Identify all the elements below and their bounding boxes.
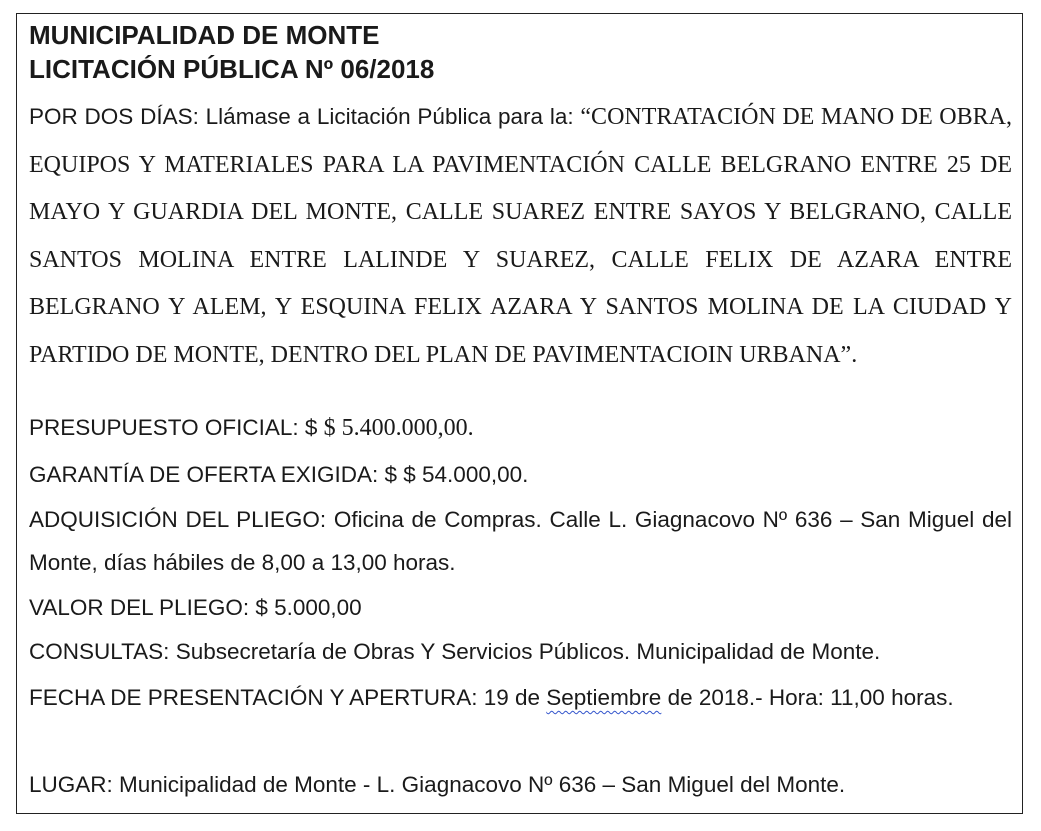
inquiries: CONSULTAS: Subsecretaría de Obras Y Servicios Públicos. Municipalidad de Monte. bbox=[29, 639, 881, 664]
intro-lead: POR DOS DÍAS: Llámase a Licitación Pública para la: bbox=[29, 104, 581, 129]
budget-label: PRESUPUESTO OFICIAL: $ bbox=[29, 415, 324, 440]
municipality-title: MUNICIPALIDAD DE MONTE bbox=[29, 20, 380, 50]
specifications-price: VALOR DEL PLIEGO: $ 5.000,00 bbox=[29, 595, 362, 620]
specifications-acquisition: ADQUISICIÓN DEL PLIEGO: Oficina de Compras. Calle L. Giagnacovo Nº 636 – San Miguel del Monte, días hábiles de 8,00 a 13,00 horas. bbox=[29, 507, 1012, 575]
official-budget bbox=[29, 414, 474, 442]
offer-guarantee: GARANTÍA DE OFERTA EXIGIDA: $ $ 54.000,00. bbox=[29, 462, 529, 487]
opening-place: LUGAR: Municipalidad de Monte - L. Giagnacovo Nº 636 – San Miguel del Monte. bbox=[29, 772, 846, 797]
tender-title: LICITACIÓN PÚBLICA Nº 06/2018 bbox=[29, 54, 435, 84]
opening-date-suffix: de 2018.- Hora: 11,00 horas. bbox=[661, 685, 954, 710]
opening-date-prefix: FECHA DE PRESENTACIÓN Y APERTURA: 19 de bbox=[29, 685, 547, 710]
opening-date bbox=[29, 676, 1012, 719]
tender-description bbox=[29, 95, 1012, 380]
budget-value: $ 5.400.000,00. bbox=[323, 415, 474, 441]
tender-object: “CONTRATACIÓN DE MANO DE OBRA, EQUIPOS Y MATERIALES PARA LA PAVIMENTACIÓN CALLE BELGRANO ENTRE 25 DE MAYO Y GUARDIA DEL MONTE, CALLE SUAREZ ENTRE SAYOS Y BELGRANO, CALLE SANTOS MOLINA ENTRE LALINDE Y SUAREZ, CALLE FELIX DE AZARA ENTRE BELGRANO Y ALEM, Y ESQUINA FELIX AZARA Y SANTOS MOLINA DE LA CIUDAD Y PARTIDO DE MONTE, DENTRO DEL PLAN DE PAVIMENTACIOIN URBANA”. bbox=[29, 104, 1012, 368]
opening-month: Septiembre bbox=[546, 685, 662, 710]
